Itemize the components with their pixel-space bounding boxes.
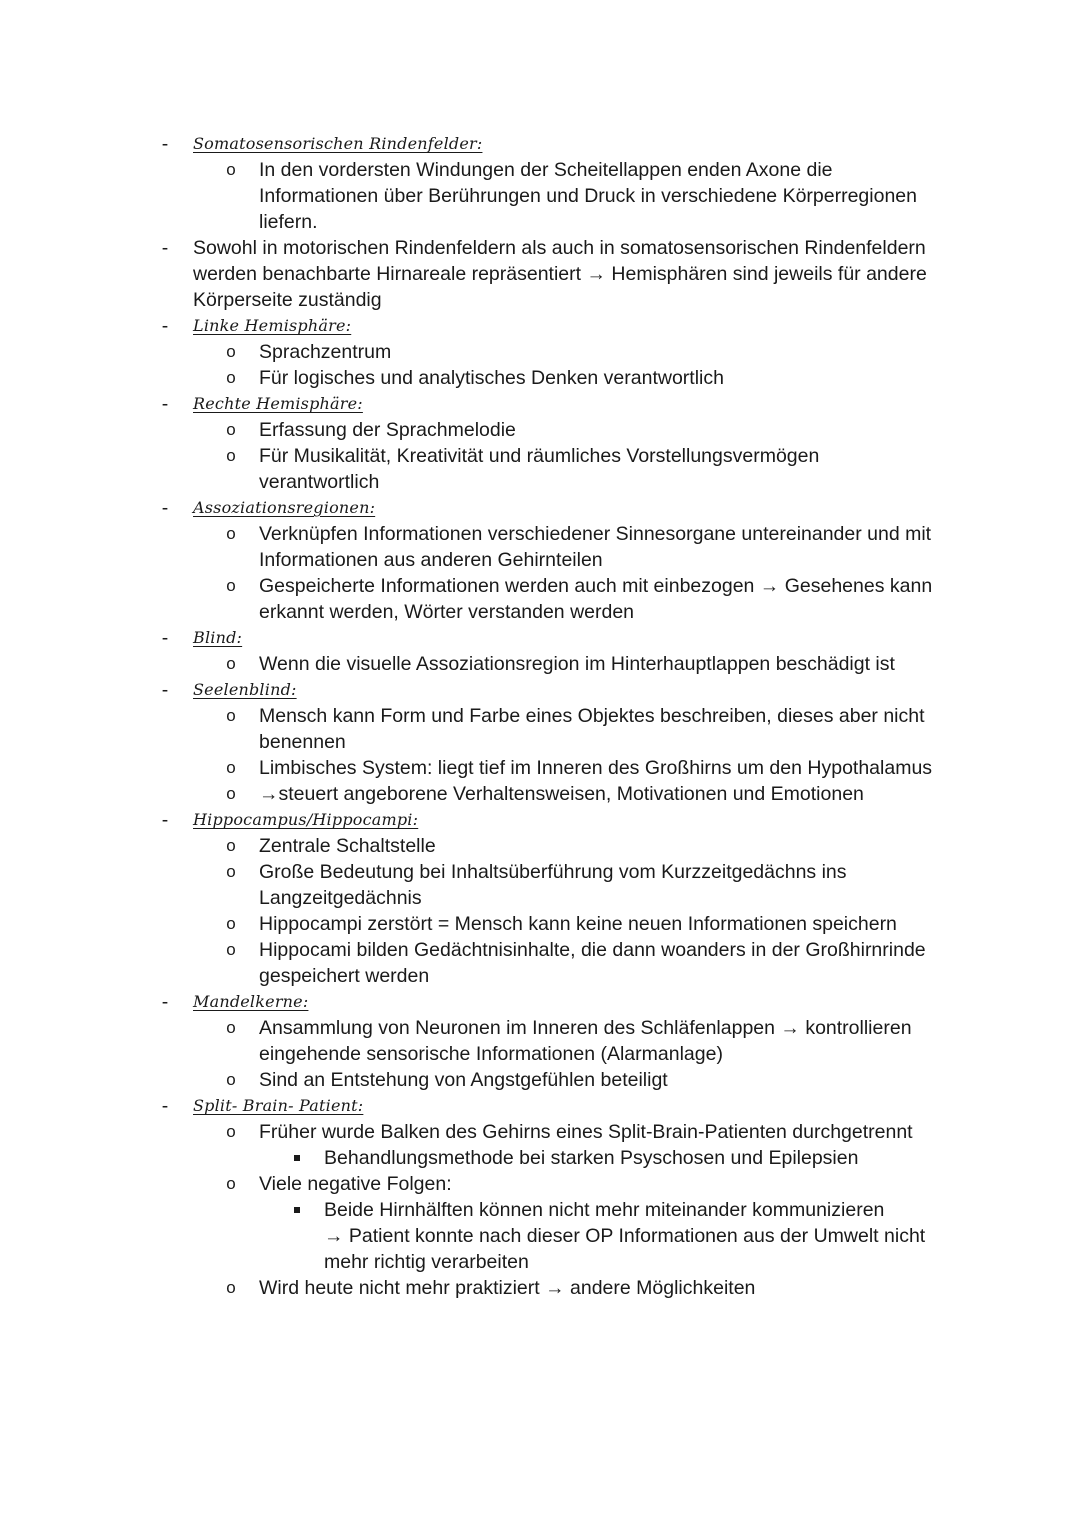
dash-bullet: - xyxy=(161,809,169,831)
list-item-text-line xyxy=(0,365,1080,391)
circle-bullet: o xyxy=(226,784,236,803)
section-heading: Mandelkerne: xyxy=(193,992,309,1011)
section-heading-line xyxy=(0,625,1080,651)
list-item-text-line xyxy=(0,547,1080,573)
list-item-text: liefern. xyxy=(259,211,318,233)
list-item-text-line xyxy=(0,157,1080,183)
circle-bullet: o xyxy=(226,940,236,959)
list-item-text: Sprachzentrum xyxy=(259,341,392,363)
section-heading: Somatosensorischen Rindenfelder: xyxy=(193,134,483,153)
list-item-text: Wenn die visuelle Assoziationsregion im Hinterhauptlappen beschädigt ist xyxy=(259,653,895,675)
circle-bullet: o xyxy=(226,758,236,777)
list-item-text-line xyxy=(0,599,1080,625)
list-item-text-line xyxy=(0,573,1080,599)
list-item-text-line xyxy=(0,911,1080,937)
list-item-text-line xyxy=(0,521,1080,547)
dash-bullet: - xyxy=(161,991,169,1013)
list-item-text: Wird heute nicht mehr praktiziert → andere Möglichkeiten xyxy=(259,1277,756,1299)
list-item-text-line xyxy=(0,1067,1080,1093)
sub-item-text: mehr richtig verarbeiten xyxy=(324,1251,529,1273)
section-heading-line xyxy=(0,989,1080,1015)
list-item-text: verantwortlich xyxy=(259,471,380,493)
list-item-text: Informationen über Berührungen und Druck in verschiedene Körperregionen xyxy=(259,185,917,207)
section-heading-line xyxy=(0,391,1080,417)
section-heading-line xyxy=(0,807,1080,833)
sub-item-text-line xyxy=(0,1145,1080,1171)
list-item-text-line xyxy=(0,885,1080,911)
list-item-text: Hippocampi zerstört = Mensch kann keine neuen Informationen speichern xyxy=(259,913,897,935)
list-item-text: Ansammlung von Neuronen im Inneren des Schläfenlappen → kontrollieren xyxy=(259,1017,912,1039)
list-item-text: Erfassung der Sprachmelodie xyxy=(259,419,516,441)
circle-bullet: o xyxy=(226,836,236,855)
dash-bullet: - xyxy=(161,133,169,155)
list-item-text: Zentrale Schaltstelle xyxy=(259,835,436,857)
section-heading: Rechte Hemisphäre: xyxy=(193,394,363,413)
sub-item-text-line xyxy=(0,1197,1080,1223)
list-item-text-line xyxy=(0,183,1080,209)
circle-bullet: o xyxy=(226,1070,236,1089)
circle-bullet: o xyxy=(226,862,236,881)
square-bullet xyxy=(294,1207,300,1213)
dash-bullet: - xyxy=(161,679,169,701)
section-heading: Blind: xyxy=(193,628,243,647)
circle-bullet: o xyxy=(226,706,236,725)
sub-item-text-line xyxy=(0,1249,1080,1275)
section-heading-line xyxy=(0,495,1080,521)
list-item-text-line xyxy=(0,339,1080,365)
list-item-text-line xyxy=(0,1119,1080,1145)
list-item-text: Informationen aus anderen Gehirnteilen xyxy=(259,549,603,571)
circle-bullet: o xyxy=(226,914,236,933)
circle-bullet: o xyxy=(226,420,236,439)
list-item-text-line xyxy=(0,859,1080,885)
dash-bullet: - xyxy=(161,237,169,259)
paragraph-text-line xyxy=(0,261,1080,287)
list-item-text-line xyxy=(0,963,1080,989)
section-heading: Seelenblind: xyxy=(193,680,297,699)
list-item-text: Für Musikalität, Kreativität und räumliches Vorstellungsvermögen xyxy=(259,445,820,467)
list-item-text-line xyxy=(0,1041,1080,1067)
circle-bullet: o xyxy=(226,342,236,361)
list-item-text-line xyxy=(0,833,1080,859)
list-item-text: gespeichert werden xyxy=(259,965,430,987)
circle-bullet: o xyxy=(226,368,236,387)
circle-bullet: o xyxy=(226,1122,236,1141)
paragraph-text: werden benachbarte Hirnareale repräsentiert → Hemisphären sind jeweils für andere xyxy=(193,263,927,285)
list-item-text: Viele negative Folgen: xyxy=(259,1173,452,1195)
list-item-text-line xyxy=(0,1015,1080,1041)
circle-bullet: o xyxy=(226,1018,236,1037)
section-heading-line xyxy=(0,677,1080,703)
list-item-text: Hippocami bilden Gedächtnisinhalte, die dann woanders in der Großhirnrinde xyxy=(259,939,926,961)
list-item-text-line xyxy=(0,755,1080,781)
sub-item-text: → Patient konnte nach dieser OP Informationen aus der Umwelt nicht xyxy=(324,1225,926,1247)
list-item-text-line xyxy=(0,1275,1080,1301)
list-item-text-line xyxy=(0,937,1080,963)
list-item-text-line xyxy=(0,1171,1080,1197)
list-item-text: eingehende sensorische Informationen (Alarmanlage) xyxy=(259,1043,723,1065)
section-heading: Hippocampus/Hippocampi: xyxy=(193,810,419,829)
square-bullet xyxy=(294,1155,300,1161)
dash-bullet: - xyxy=(161,315,169,337)
circle-bullet: o xyxy=(226,1174,236,1193)
list-item-text-line xyxy=(0,417,1080,443)
list-item-text: benennen xyxy=(259,731,346,753)
paragraph-text-line xyxy=(0,235,1080,261)
list-item-text: erkannt werden, Wörter verstanden werden xyxy=(259,601,635,623)
list-item-text-line xyxy=(0,209,1080,235)
paragraph-text: Körperseite zuständig xyxy=(193,289,382,311)
sub-item-text: Beide Hirnhälften können nicht mehr miteinander kommunizieren xyxy=(324,1199,885,1221)
list-item-text: Gespeicherte Informationen werden auch mit einbezogen → Gesehenes kann xyxy=(259,575,933,597)
dash-bullet: - xyxy=(161,393,169,415)
list-item-text-line xyxy=(0,781,1080,807)
section-heading-line xyxy=(0,131,1080,157)
list-item-text: Mensch kann Form und Farbe eines Objektes beschreiben, dieses aber nicht xyxy=(259,705,925,727)
section-heading-line xyxy=(0,313,1080,339)
list-item-text-line xyxy=(0,469,1080,495)
list-item-text: Große Bedeutung bei Inhaltsüberführung vom Kurzzeitgedächns ins xyxy=(259,861,847,883)
dash-bullet: - xyxy=(161,1095,169,1117)
list-item-text-line xyxy=(0,729,1080,755)
section-heading-line xyxy=(0,1093,1080,1119)
circle-bullet: o xyxy=(226,1278,236,1297)
circle-bullet: o xyxy=(226,160,236,179)
sub-item-text-line xyxy=(0,1223,1080,1249)
list-item-text: Früher wurde Balken des Gehirns eines Split-Brain-Patienten durchgetrennt xyxy=(259,1121,913,1143)
section-heading: Linke Hemisphäre: xyxy=(193,316,352,335)
paragraph-text-line xyxy=(0,287,1080,313)
list-item-text-line xyxy=(0,703,1080,729)
sub-item-text: Behandlungsmethode bei starken Psyschosen und Epilepsien xyxy=(324,1147,859,1169)
list-item-text-line xyxy=(0,651,1080,677)
circle-bullet: o xyxy=(226,524,236,543)
dash-bullet: - xyxy=(161,497,169,519)
list-item-text: In den vordersten Windungen der Scheitellappen enden Axone die xyxy=(259,159,833,181)
list-item-text: Für logisches und analytisches Denken verantwortlich xyxy=(259,367,724,389)
list-item-text-line xyxy=(0,443,1080,469)
circle-bullet: o xyxy=(226,446,236,465)
list-item-text: Verknüpfen Informationen verschiedener Sinnesorgane untereinander und mit xyxy=(259,523,932,545)
dash-bullet: - xyxy=(161,627,169,649)
section-heading: Split- Brain- Patient: xyxy=(193,1096,364,1115)
list-item-text: Limbisches System: liegt tief im Inneren des Großhirns um den Hypothalamus xyxy=(259,757,933,779)
section-heading: Assoziationsregionen: xyxy=(193,498,376,517)
notes-document xyxy=(0,131,1080,1301)
circle-bullet: o xyxy=(226,654,236,673)
paragraph-text: Sowohl in motorischen Rindenfeldern als auch in somatosensorischen Rindenfeldern xyxy=(193,237,926,259)
circle-bullet: o xyxy=(226,576,236,595)
list-item-text: →steuert angeborene Verhaltensweisen, Motivationen und Emotionen xyxy=(259,783,864,805)
list-item-text: Sind an Entstehung von Angstgefühlen beteiligt xyxy=(259,1069,668,1091)
list-item-text: Langzeitgedächnis xyxy=(259,887,422,909)
